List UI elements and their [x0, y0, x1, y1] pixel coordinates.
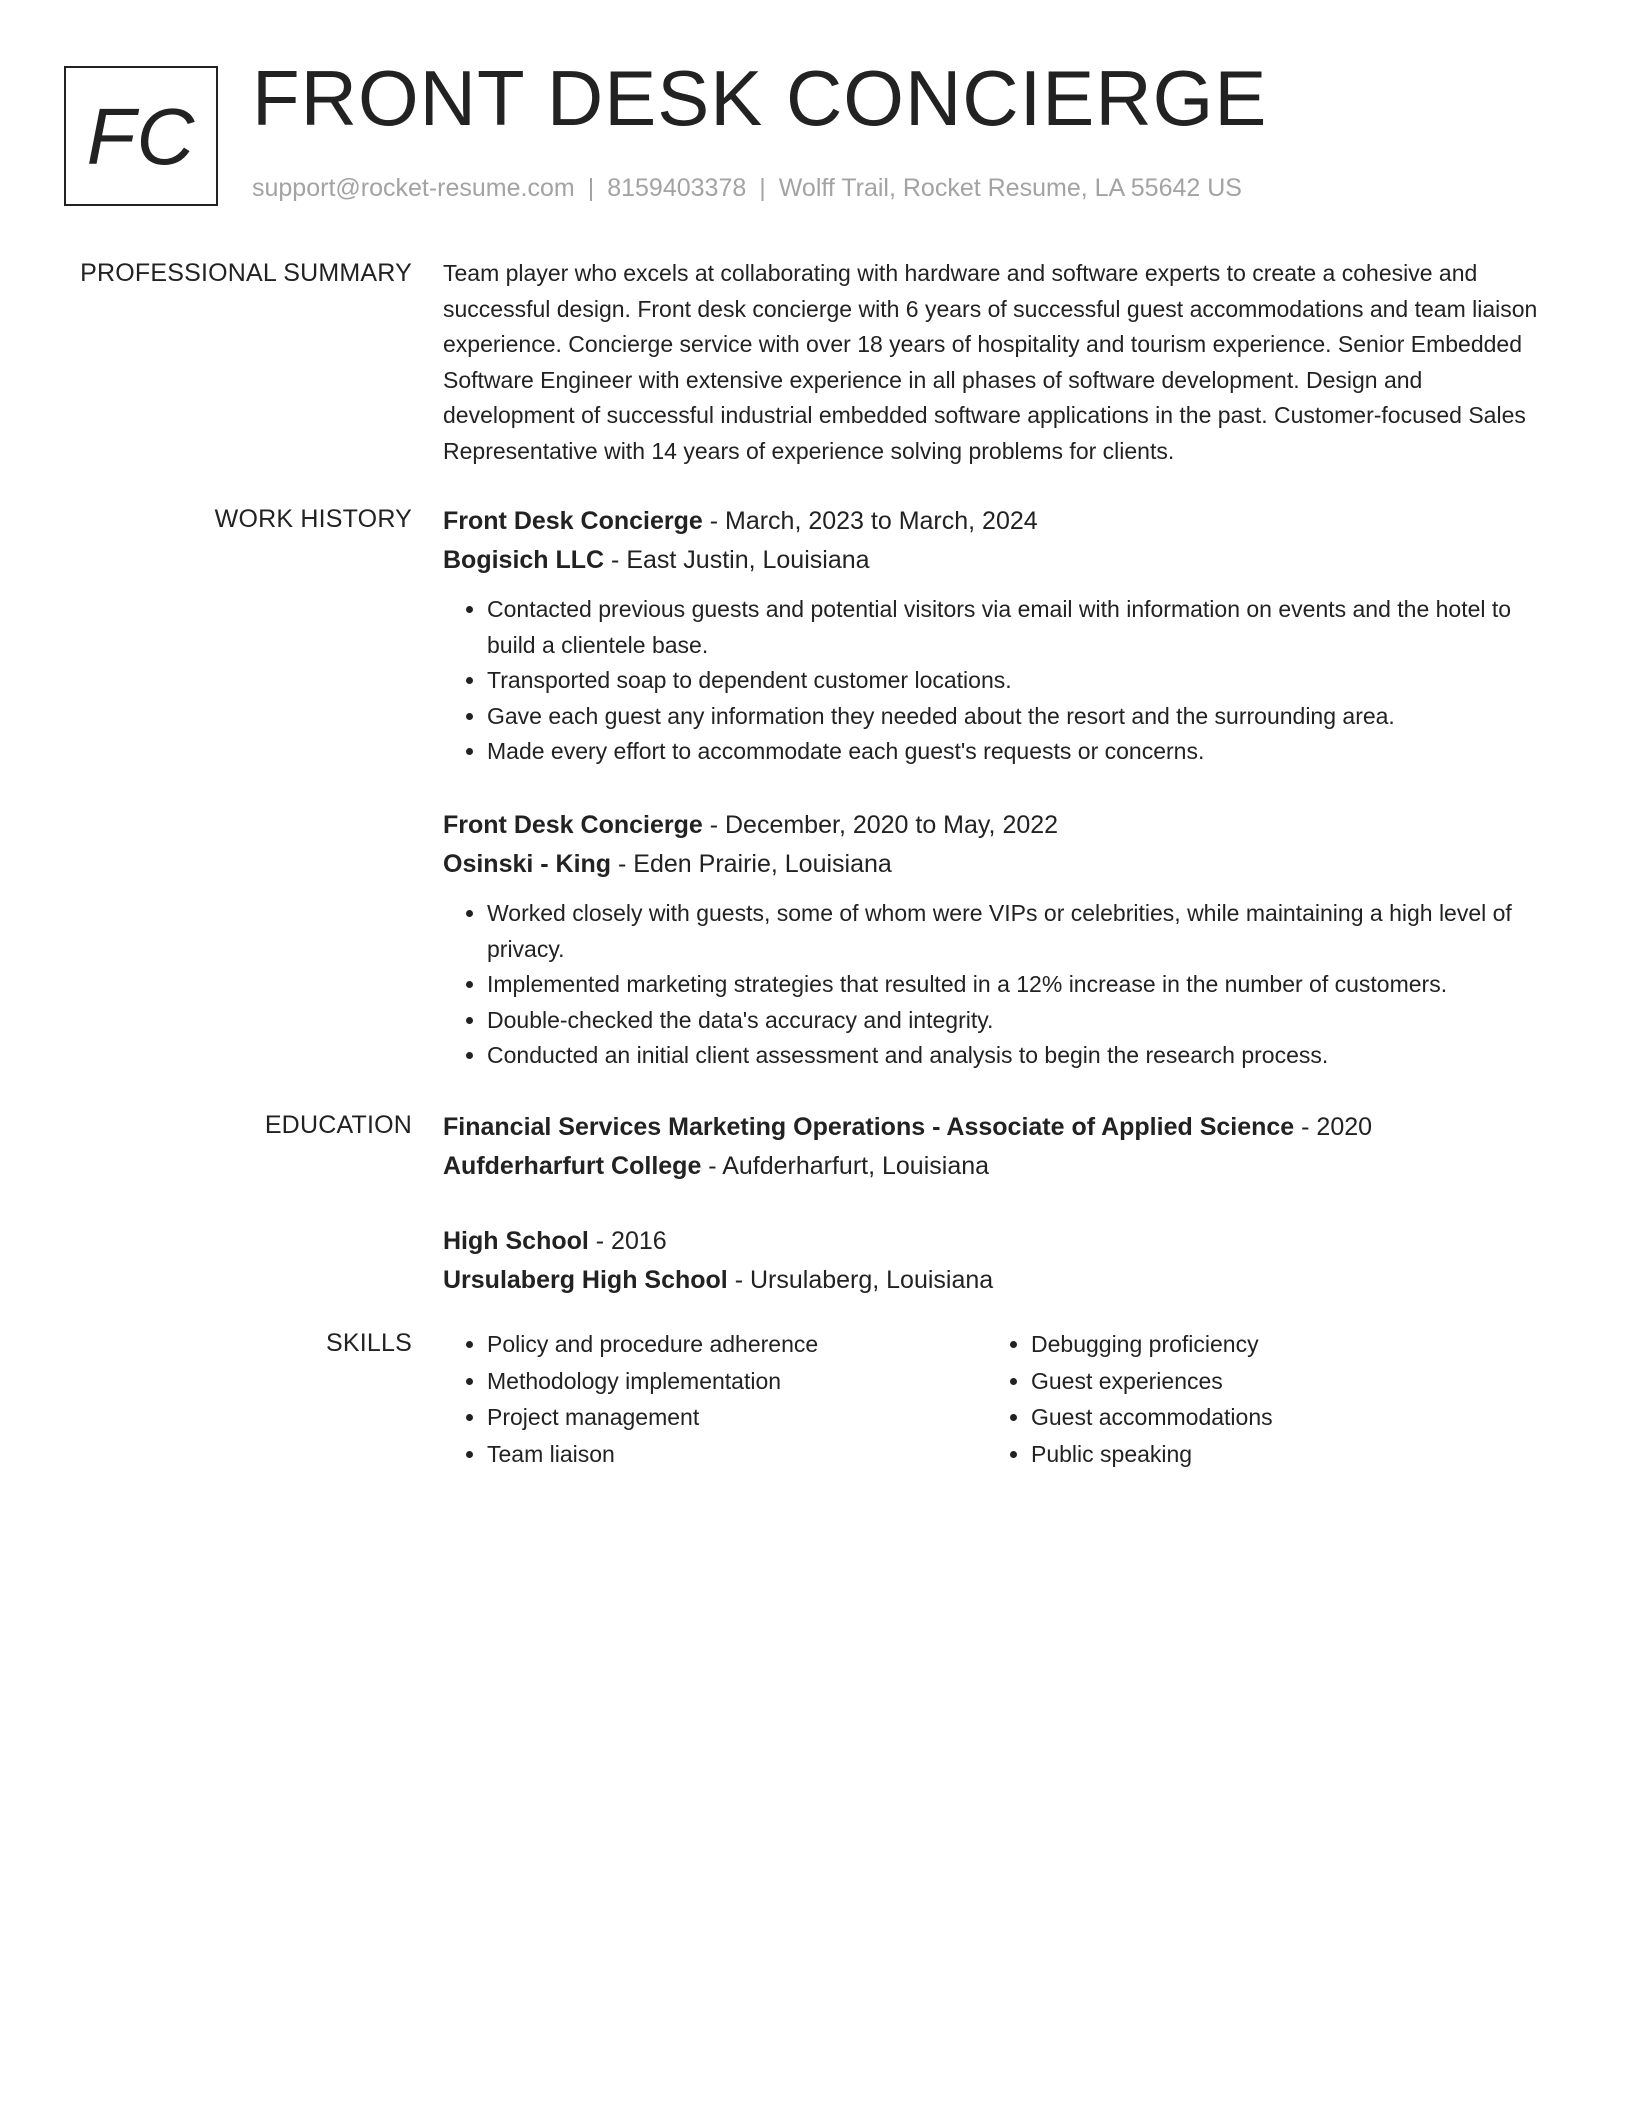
education-body — [443, 1108, 1559, 1300]
list-item: • Worked closely with guests, some of whom were VIPs or celebrities, while maintaining a high level of privacy. — [487, 896, 1559, 967]
skill-item: • Project management — [487, 1399, 987, 1436]
job-company: Osinski - King — [443, 849, 612, 878]
contact-address: Wolff Trail, Rocket Resume, LA 55642 US — [778, 174, 1242, 202]
degree-line — [443, 1108, 1559, 1147]
school-name: Ursulaberg High School — [443, 1266, 728, 1294]
job-entry — [443, 806, 1559, 1074]
list-item: • Made every effort to accommodate each guest's requests or concerns. — [487, 734, 1559, 770]
contact-phone: 8159403378 — [607, 174, 747, 202]
skills-list-right — [987, 1326, 1531, 1472]
list-item: • Transported soap to dependent customer locations. — [487, 663, 1559, 699]
job-title-line — [443, 502, 1559, 541]
school-name: Aufderharfurt College — [443, 1152, 702, 1180]
job-entry — [443, 502, 1559, 770]
job-dates: - March, 2023 to March, 2024 — [702, 507, 1038, 535]
degree-name: Financial Services Marketing Operations - Associate of Applied Science — [443, 1113, 1295, 1141]
degree-year: - 2020 — [1294, 1113, 1373, 1141]
school-line — [443, 1147, 1559, 1186]
resume-name: FRONT DESK CONCIERGE — [252, 54, 1268, 142]
summary-text: Team player who excels at collaborating with hardware and software experts to create a cohesive and successful design. Front desk concierge with 6 years of successful guest accommodations and team liaison experience. Concierge service with over 18 years of hospitality and tourism experience. Senior Embedded Software Engineer with extensive experience in all phases of software development. Design and development of successful industrial embedded software applications in the past. Customer-focused Sales Representative with 14 years of experience solving problems for clients. — [443, 260, 1538, 464]
education-entry — [443, 1222, 1559, 1300]
monogram-initials: FC — [86, 92, 196, 181]
skills-body — [443, 1326, 1559, 1472]
skill-item: • Debugging proficiency — [1031, 1326, 1531, 1363]
job-bullets — [443, 896, 1559, 1074]
job-location: - Eden Prairie, Louisiana — [611, 849, 892, 878]
work-history-label: WORK HISTORY — [214, 505, 412, 533]
job-location: - East Justin, Louisiana — [604, 546, 870, 574]
job-company: Bogisich LLC — [443, 546, 605, 574]
education-label: EDUCATION — [264, 1111, 412, 1139]
list-item: • Contacted previous guests and potential visitors via email with information on events and the hotel to build a clientele base. — [487, 592, 1559, 663]
job-company-line — [443, 845, 1559, 884]
skill-item: • Methodology implementation — [487, 1363, 987, 1400]
list-item: • Gave each guest any information they needed about the resort and the surrounding area. — [487, 699, 1559, 735]
summary-label: PROFESSIONAL SUMMARY — [80, 259, 412, 287]
contact-separator: | — [587, 174, 595, 202]
education-entry — [443, 1108, 1559, 1186]
work-history-body — [443, 502, 1559, 1074]
skills-columns — [443, 1326, 1559, 1472]
degree-name: High School — [443, 1227, 589, 1255]
job-bullets — [443, 592, 1559, 770]
contact-email: support@rocket-resume.com — [252, 174, 575, 202]
skill-item: • Public speaking — [1031, 1436, 1531, 1473]
monogram-box — [64, 66, 218, 206]
school-location: - Ursulaberg, Louisiana — [727, 1266, 994, 1294]
skills-label: SKILLS — [326, 1329, 412, 1357]
skill-item: • Policy and procedure adherence — [487, 1326, 987, 1363]
list-item: • Double-checked the data's accuracy and integrity. — [487, 1003, 1559, 1039]
contact-separator: | — [759, 174, 766, 202]
degree-year: - 2016 — [588, 1227, 667, 1255]
degree-line — [443, 1222, 1559, 1261]
job-title: Front Desk Concierge — [443, 810, 703, 839]
job-company-line — [443, 541, 1559, 580]
job-title: Front Desk Concierge — [443, 507, 703, 535]
job-dates: - December, 2020 to May, 2022 — [702, 810, 1059, 839]
skills-list-left — [443, 1326, 987, 1472]
contact-line — [252, 172, 1242, 205]
skill-item: • Team liaison — [487, 1436, 987, 1473]
job-title-line — [443, 806, 1559, 845]
summary-body — [443, 256, 1559, 470]
list-item: • Implemented marketing strategies that resulted in a 12% increase in the number of customers. — [487, 967, 1559, 1003]
list-item: • Conducted an initial client assessment and analysis to begin the research process. — [487, 1038, 1559, 1074]
school-line — [443, 1261, 1559, 1300]
skill-item: • Guest experiences — [1031, 1363, 1531, 1400]
school-location: - Aufderharfurt, Louisiana — [701, 1152, 990, 1180]
skill-item: • Guest accommodations — [1031, 1399, 1531, 1436]
